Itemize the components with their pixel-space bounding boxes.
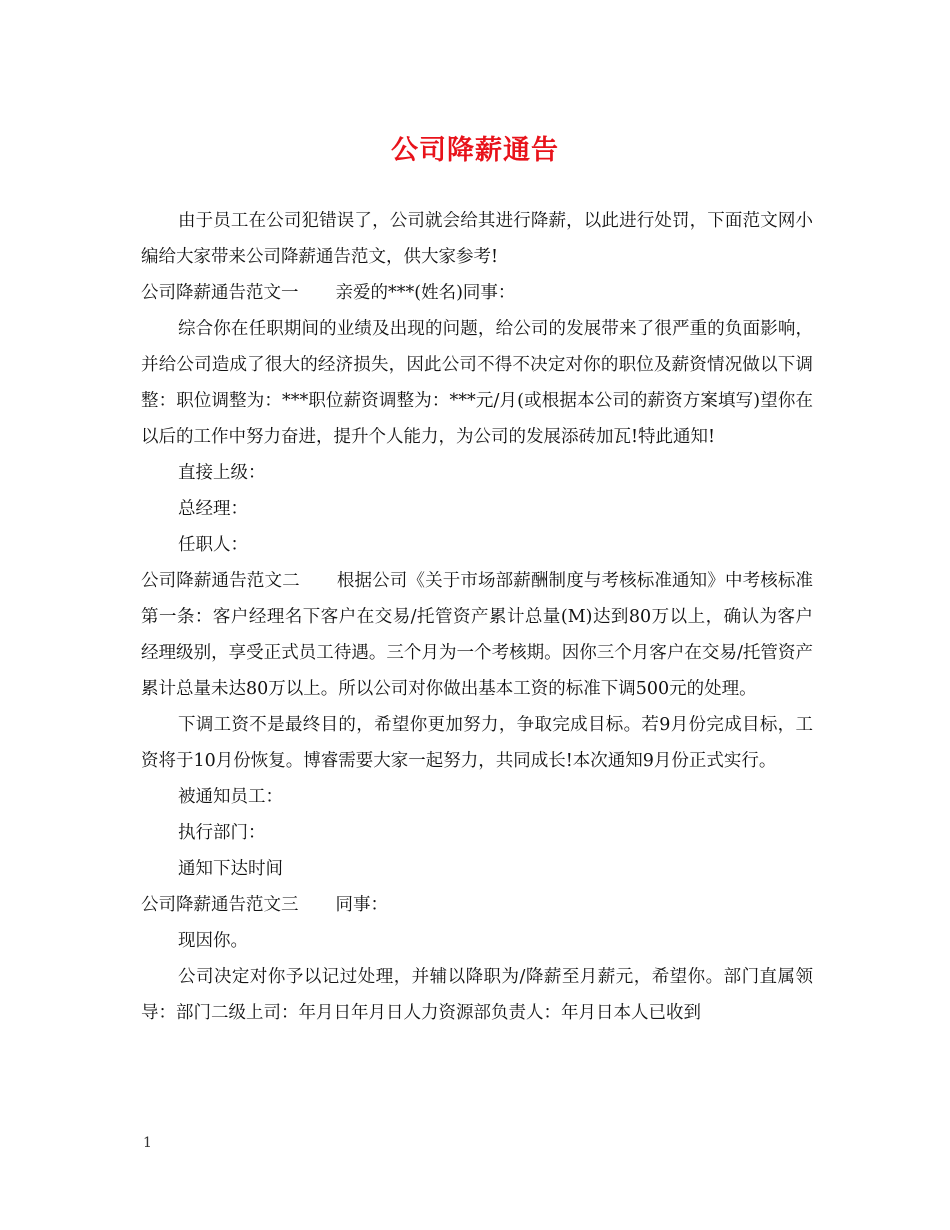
document-body: [141, 203, 813, 1031]
section-1-signature-supervisor: 直接上级：: [178, 463, 266, 483]
section-1-heading: 公司降薪通告范文一: [141, 283, 299, 303]
section-1-signature-manager: 总经理：: [178, 499, 248, 519]
section-3-greeting: 同事：: [335, 895, 388, 915]
section-2-heading: 公司降薪通告范文二: [141, 571, 300, 591]
section-2-body-line: [141, 563, 813, 707]
section-2-signature-date: 通知下达时间: [178, 859, 283, 879]
section-2-signature-employee: 被通知员工：: [178, 787, 283, 807]
section-3-heading-line: [141, 887, 813, 923]
document-title: 公司降薪通告: [391, 135, 559, 166]
section-3-body: 公司决定对你予以记过处理，并辅以降职为/降薪至月薪元，希望你。部门直属领导：部门二级上司：年月日年月日人力资源部负责人：年月日本人已收到: [141, 967, 813, 1023]
section-1-heading-line: [141, 275, 813, 311]
section-2-body-2: 下调工资不是最终目的，希望你更加努力，争取完成目标。若9月份完成目标，工资将于10月份恢复。博睿需要大家一起努力，共同成长!本次通知9月份正式实行。: [141, 715, 813, 771]
section-2-signature-department: 执行部门：: [178, 823, 266, 843]
page-number: 1: [143, 1135, 152, 1151]
section-1-signature-employee: 任职人：: [178, 535, 248, 555]
section-2-body: 根据公司《关于市场部薪酬制度与考核标准通知》中考核标准第一条：客户经理名下客户在交易/托管资产累计总量(M)达到80万以上，确认为客户经理级别，享受正式员工待遇。三个月为一个考核期。因你三个月客户在交易/托管资产累计总量未达80万以上。所以公司对你做出基本工资的标准下调500元的处理。: [141, 571, 813, 699]
section-1-body: 综合你在任职期间的业绩及出现的问题，给公司的发展带来了很严重的负面影响，并给公司造成了很大的经济损失，因此公司不得不决定对你的职位及薪资情况做以下调整：职位调整为：***职位薪资调整为：***元/月(或根据本公司的薪资方案填写)望你在以后的工作中努力奋进，提升个人能力，为公司的发展添砖加瓦!特此通知!: [141, 319, 813, 447]
section-1-greeting: 亲爱的***(姓名)同事：: [335, 283, 516, 303]
section-3-line-1: 现因你。: [178, 931, 248, 951]
intro-paragraph: 由于员工在公司犯错误了，公司就会给其进行降薪，以此进行处罚，下面范文网小编给大家带来公司降薪通告范文，供大家参考!: [141, 211, 813, 267]
section-3-heading: 公司降薪通告范文三: [141, 895, 299, 915]
